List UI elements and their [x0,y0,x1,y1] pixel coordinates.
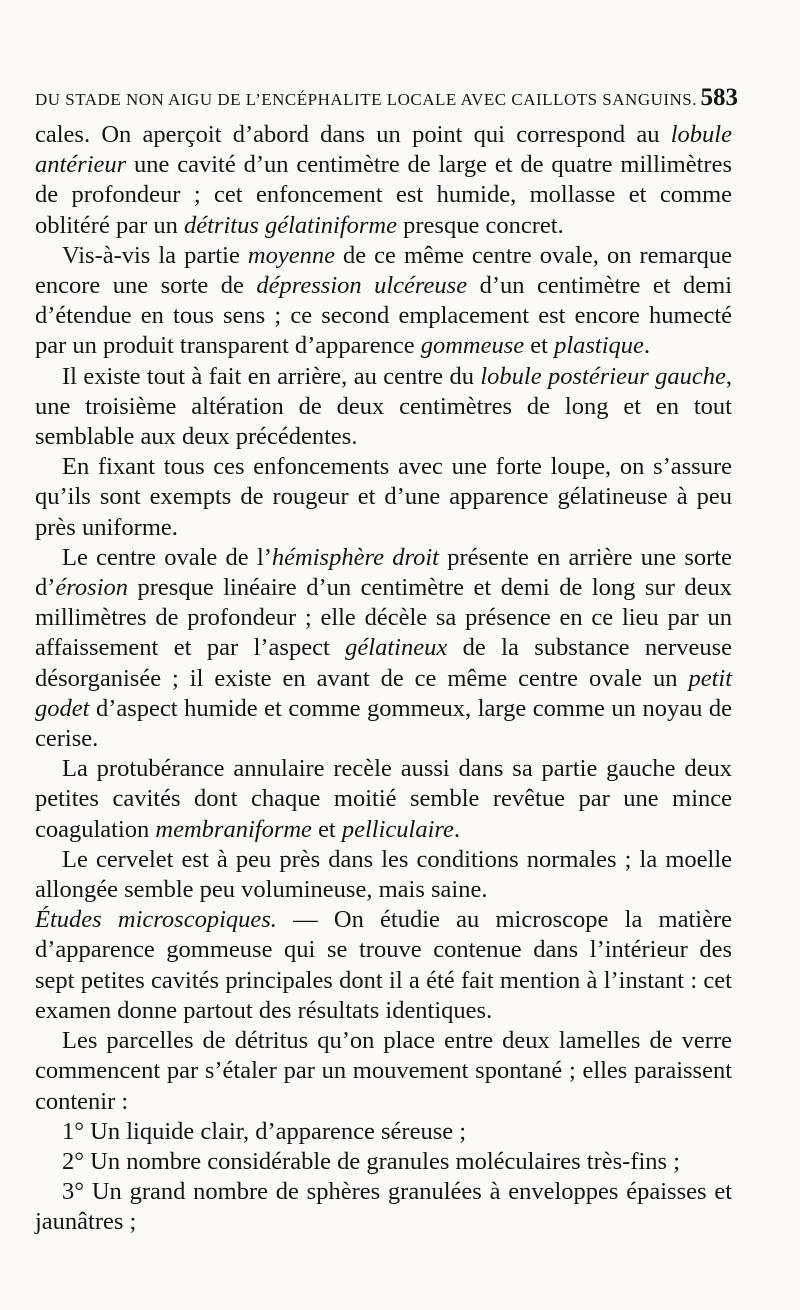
paragraph: Études microscopiques. — On étudie au microscope la matière d’apparence gommeuse qui se trouve contenue dans l’intérieur des sept petites cavités principales dont il a été fait mention à l’instant : cet examen donne partout des résultats identiques. [35,906,733,1024]
page-number: 583 [700,84,738,111]
list-item: 3° Un grand nombre de sphères granulées à enveloppes épaisses et jaunâtres ; [35,1178,732,1236]
paragraph: Il existe tout à fait en arrière, au centre du lobule postérieur gauche, une troisième altération de deux centimètres de long et en tout semblable aux deux précédentes. [35,362,733,451]
list-item: 2° Un nombre considérable de granules moléculaires très-fins ; [62,1147,681,1175]
paragraph: La protubérance annulaire recèle aussi dans sa partie gauche deux petites cavités dont chaque moitié semble revêtue par une mince coagulation membraniforme et pelliculaire. [35,755,732,843]
paragraph: Le cervelet est à peu près dans les conditions normales ; la moelle allongée semble peu volumineuse, mais saine. [35,845,732,904]
list-item: 1° Un liquide clair, d’apparence séreuse ; [62,1117,467,1145]
running-head: DU STADE NON AIGU DE L’ENCÉPHALITE LOCALE AVEC CAILLOTS SANGUINS. [35,90,698,109]
paragraph: Les parcelles de détritus qu’on place entre deux lamelles de verre commencent par s’étaler par un mouvement spontané ; elles paraissent contenir : [35,1027,732,1115]
paragraph: cales. On aperçoit d’abord dans un point qui correspond au lobule antérieur une cavité d’un centimètre de large et de quatre millimètres de profondeur ; cet enfoncement est humide, mollasse et comme oblitéré par un détritus gélatiniforme presque concret. [35,121,732,239]
paragraph: Vis-à-vis la partie moyenne de ce même centre ovale, on remarque encore une sorte de dépression ulcéreuse d’un centimètre et demi d’étendue en tous sens ; ce second emplacement est encore humecté par un produit transparent d’apparence gommeuse et plastique. [35,241,732,360]
paragraph: Le centre ovale de l’hémisphère droit présente en arrière une sorte d’érosion presque linéaire d’un centimètre et demi de long sur deux millimètres de profondeur ; elle décèle sa présence en ce lieu par un affaissement et par l’aspect gélatineux de la substance nerveuse désorganisée ; il existe en avant de ce même centre ovale un petit godet d’aspect humide et comme gommeux, large comme un noyau de cerise. [35,543,732,753]
page-header [35,84,738,112]
body-text [35,120,732,1238]
paragraph: En fixant tous ces enfoncements avec une forte loupe, on s’assure qu’ils sont exempts de rougeur et d’une apparence gélatineuse à peu près uniforme. [35,453,732,541]
section-heading: Études microscopiques. [35,906,277,934]
